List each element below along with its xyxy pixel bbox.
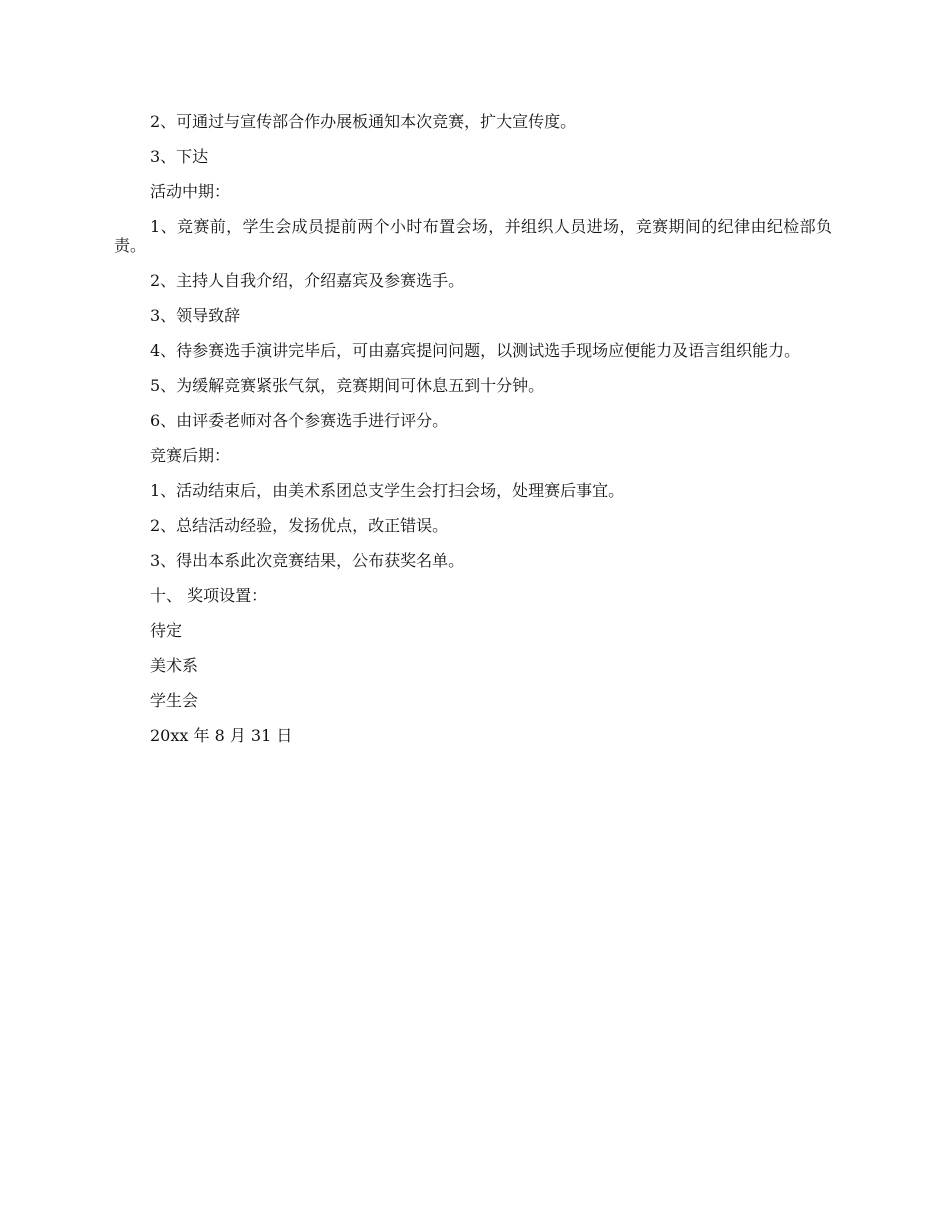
signature-date: 20xx 年 8 月 31 日 xyxy=(150,726,293,745)
paragraph-judging: 6、由评委老师对各个参赛选手进行评分。 xyxy=(150,411,449,430)
paragraph-guest-questions: 4、待参赛选手演讲完毕后，可由嘉宾提问问题，以测试选手现场应便能力及语言组织能力。 xyxy=(150,341,801,360)
paragraph-host-intro: 2、主持人自我介绍，介绍嘉宾及参赛选手。 xyxy=(150,271,465,290)
signature-student-union: 学生会 xyxy=(150,691,199,710)
document-body xyxy=(114,112,832,761)
paragraph-venue-setup: 1、竞赛前，学生会成员提前两个小时布置会场，并组织人员进场，竞赛期间的纪律由纪检部负责。 xyxy=(114,217,832,255)
paragraph-results: 3、得出本系此次竞赛结果，公布获奖名单。 xyxy=(150,551,465,570)
paragraph-summary: 2、总结活动经验，发扬优点，改正错误。 xyxy=(150,516,449,535)
section-heading-mid-stage: 活动中期： xyxy=(150,182,231,201)
paragraph-promotion-board: 2、可通过与宣传部合作办展板通知本次竞赛，扩大宣传度。 xyxy=(150,112,577,131)
signature-department: 美术系 xyxy=(150,656,199,675)
paragraph-issue: 3、下达 xyxy=(150,147,209,166)
paragraph-leader-speech: 3、领导致辞 xyxy=(150,306,241,325)
paragraph-tbd: 待定 xyxy=(150,621,183,640)
paragraph-break-time: 5、为缓解竞赛紧张气氛，竞赛期间可休息五到十分钟。 xyxy=(150,376,545,395)
paragraph-cleanup: 1、活动结束后，由美术系团总支学生会打扫会场，处理赛后事宜。 xyxy=(150,481,625,500)
section-heading-awards: 十、 奖项设置： xyxy=(150,586,268,605)
section-heading-late-stage: 竞赛后期： xyxy=(150,446,231,465)
